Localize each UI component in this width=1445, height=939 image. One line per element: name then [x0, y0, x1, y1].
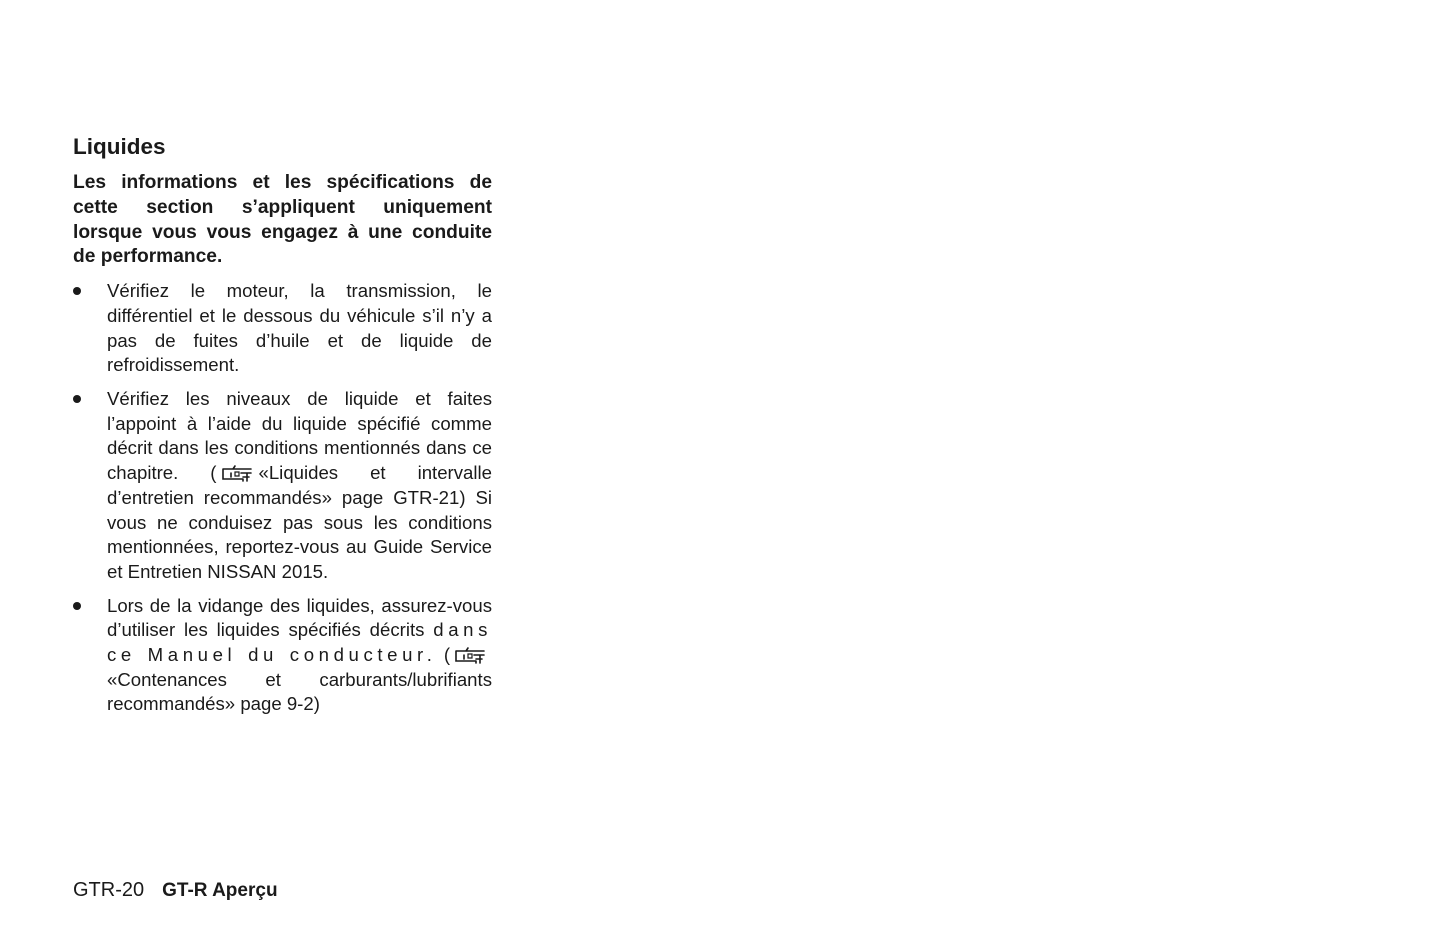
- bullet-text-continued: «Liquides et intervalle d’entretien recommandés» page GTR-21) Si vous ne conduisez pas sous les conditions mentionnées, reportez-vous au Guide Service et Entretien NISSAN 2015.: [107, 462, 492, 582]
- pointing-hand-icon: [221, 463, 255, 483]
- footer-section-title: GT-R Aperçu: [162, 880, 278, 901]
- bullet-list: [73, 279, 492, 717]
- bullet-icon: [73, 395, 81, 403]
- bullet-text-paren: (: [443, 644, 451, 666]
- bullet-text-spaced: dans ce Manuel du conducteur.: [107, 619, 492, 666]
- list-item: [73, 594, 492, 718]
- content-column: [73, 132, 492, 726]
- bullet-icon: [73, 287, 81, 295]
- bullet-text: Vérifiez les niveaux de liquide et faites l’appoint à l’aide du liquide spécifié comme décrit dans les conditions mentionnés dans ce chapitre. (: [107, 388, 492, 484]
- section-intro: Les informations et les spécifications de cette section s’appliquent uniquement lorsque vous vous engagez à une conduite de performance.: [73, 172, 492, 268]
- page-footer: [73, 879, 278, 902]
- bullet-text: Vérifiez le moteur, la transmission, le différentiel et le dessous du véhicule s’il n’y a pas de fuites d’huile et de liquide de refroidissement.: [107, 280, 492, 376]
- section-heading: Liquides: [73, 134, 166, 159]
- bullet-icon: [73, 602, 81, 610]
- bullet-text: Lors de la vidange des liquides, assurez-vous d’utiliser les liquides spécifiés décrits: [107, 594, 492, 641]
- list-item: [73, 279, 492, 378]
- pointing-hand-icon: [454, 645, 488, 665]
- bullet-text-continued: «Contenances et carburants/lubrifiants recommandés» page 9-2): [107, 668, 492, 715]
- page-number: GTR-20: [73, 879, 145, 901]
- list-item: [73, 387, 492, 585]
